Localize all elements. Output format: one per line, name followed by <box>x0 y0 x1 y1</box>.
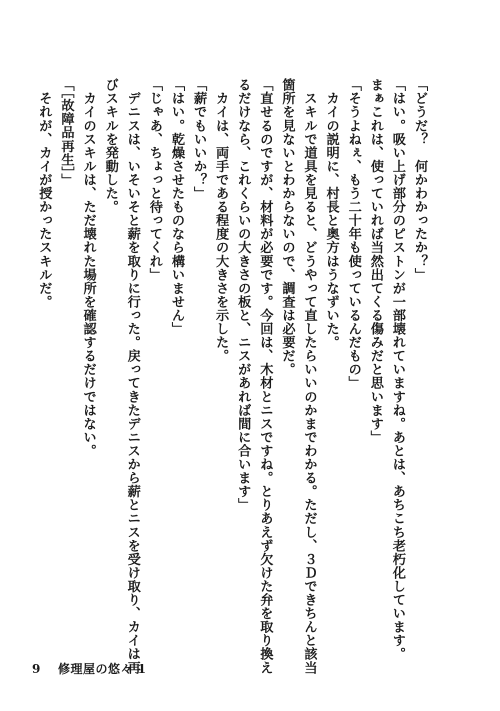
text-line: カイのスキルは、ただ壊れた場所を確認するだけではない。 <box>80 78 96 458</box>
text-line: カイの説明に、村長と奥方はうなずいた。 <box>323 78 339 349</box>
page-footer <box>32 660 147 677</box>
text-line: 「はい。乾燥させたものなら構いません」 <box>168 78 184 336</box>
text-line: スキルで道具を見ると、どうやって直したらいいのかまでわかる。ただし、３Ｄできちんと該当 <box>301 78 317 675</box>
text-line: まぁこれは、使っていれば当然出てくる傷みだと思います」 <box>367 78 383 444</box>
text-line: 「そうよねぇ、もう二十年も使っているんだもの」 <box>345 78 361 390</box>
text-line: それが、カイが授かったスキルだ。 <box>36 78 52 309</box>
text-line: 「はい。吸い上げ部分のピストンが一部壊れていますね。あとは、あちこち老朽化しています。 <box>389 78 405 661</box>
text-line: 箇所を見ないとわからないので、調査は必要だ。 <box>279 78 295 377</box>
text-line: 「薪でもいいか？」 <box>191 78 207 200</box>
text-line: デニスは、いそいそと薪を取りに行った。戻ってきたデニスから薪とニスを受け取り、カイは再 <box>124 78 140 675</box>
text-line: るだけなら、これくらいの大きさの板と、ニスがあれば間に合います」 <box>235 78 251 512</box>
page-number: 9 <box>32 662 41 676</box>
text-line: 「直せるのですが、材料が必要です。今回は、木材とニスですね。とりあえず欠けた弁を取り換え <box>257 78 273 675</box>
text-line: 「じゃあ、ちょっと待ってくれ」 <box>146 78 162 282</box>
text-line: びスキルを発動した。 <box>102 78 118 214</box>
text-line: カイは、両手である程度の大きさを示した。 <box>213 78 229 363</box>
text-line: 「［故障品再生］」 <box>58 78 74 187</box>
running-title: 修理屋の悠々 1 <box>58 662 147 676</box>
text-line: 「どうだ？ 何かわかったか？」 <box>412 78 427 282</box>
